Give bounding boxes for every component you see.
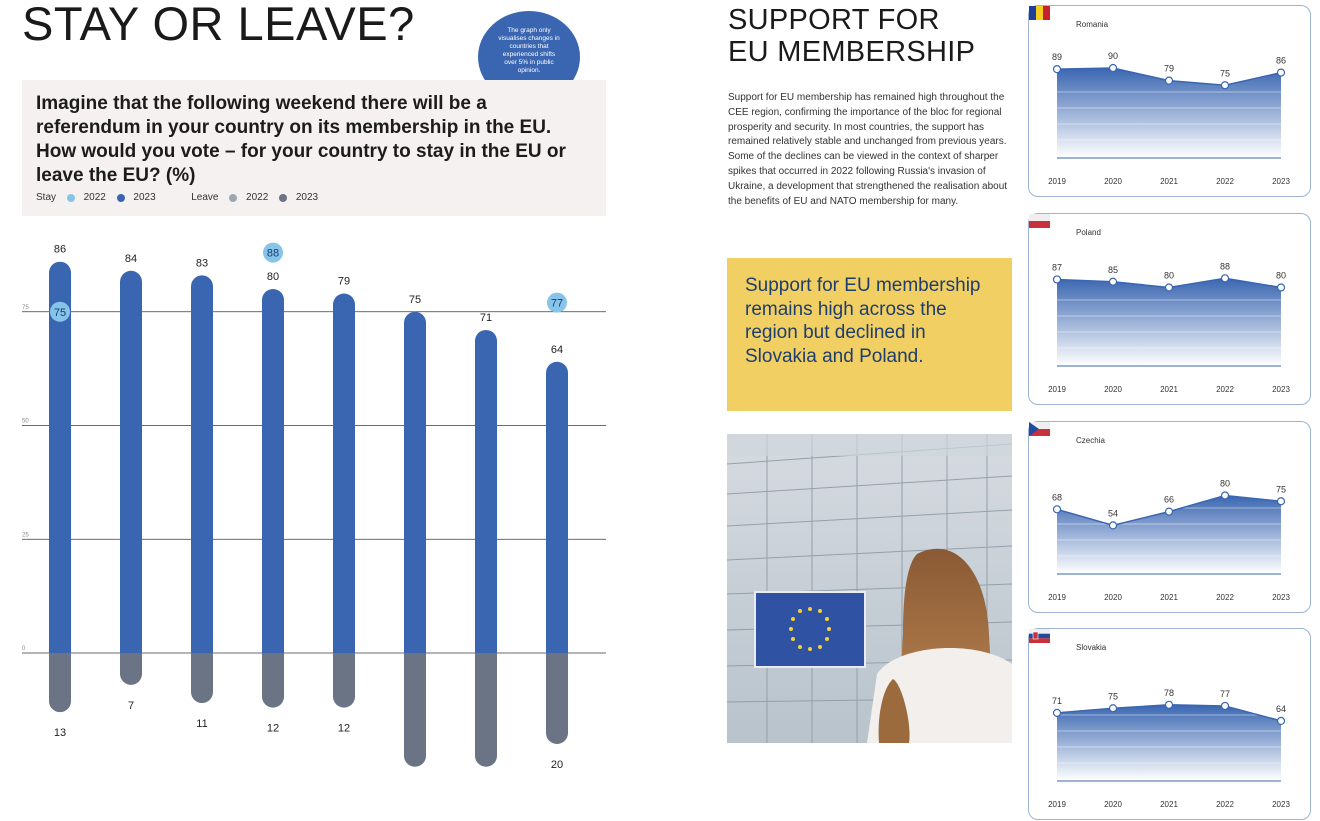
stay-bar-base [546,641,568,653]
country-name-czechia: Czechia [1076,436,1105,445]
y-tick-label: 25 [22,532,29,539]
stay-bar [546,362,568,653]
stay-2023-value-label: 84 [124,252,138,265]
section-title [728,4,975,68]
area-value-label: 80 [1219,478,1231,489]
building-photo [727,434,1012,743]
leave-2023-value-label: 11 [196,718,208,731]
section-title-line2: EU MEMBERSHIP [728,36,976,68]
area-value-label: 77 [1219,688,1231,699]
area-point [1222,702,1229,709]
area-point [1278,284,1285,291]
stay-bar [333,294,355,653]
country-name-romania: Romania [1076,20,1109,29]
section-title-line1: SUPPORT FOR [728,4,940,36]
area-value-label: 75 [1219,68,1231,79]
leave-2023-value-label: 12 [266,722,280,735]
area-point [1110,278,1117,285]
callout-box: Support for EU membership remains high across the region but declined in Slovakia and Poland. [727,258,1012,411]
area-point [1110,65,1117,72]
stay-bar-base [120,641,142,653]
stay-2022-value-label: 75 [53,306,67,319]
leave-bar-base [475,653,497,665]
stay-bar-base [49,641,71,653]
area-x-tick-label: 2019 [1048,593,1066,602]
stay-bar [120,271,142,653]
area-value-label: 79 [1163,63,1175,74]
stay-bar-base [404,641,426,653]
legend-leave-label: Leave [191,192,219,203]
area-value-label: 66 [1163,494,1175,505]
area-value-label: 87 [1051,262,1063,273]
area-value-label: 71 [1051,695,1063,706]
area-x-tick-label: 2020 [1104,385,1122,394]
area-point [1166,77,1173,84]
area-value-label: 90 [1107,51,1119,61]
area-point [1054,276,1061,283]
area-x-tick-label: 2022 [1216,593,1234,602]
area-point [1166,508,1173,515]
area-chart-poland [1029,214,1312,406]
area-fill [1057,496,1281,575]
stay-2023-value-label: 64 [550,343,564,356]
legend-swatch-stay-2022 [67,194,75,202]
body-paragraph: Support for EU membership has remained high throughout the CEE region, confirming the importance of the bloc for regional prosperity and security. In most countries, the support has remained relatively stable and unchanged from previous years. Some of the declines can be viewed in the context of sharper spikes that occurred in 2022 following Russia's invasion of Ukraine, a development that strengthened the realisation about the benefits of EU and NATO membership for many. [728,92,1008,207]
area-x-tick-label: 2023 [1272,177,1290,186]
area-point [1222,492,1229,499]
area-value-label: 75 [1107,691,1119,702]
area-point [1166,284,1173,291]
area-x-tick-label: 2022 [1216,800,1234,809]
area-x-tick-label: 2022 [1216,385,1234,394]
note-badge: The graph only visualises changes in countries that experienced shifts over 5% in public opinion. [478,11,580,103]
area-value-label: 64 [1275,703,1287,714]
leave-bar-base [333,653,355,665]
stay-2023-value-label: 75 [408,293,422,306]
country-card-romania [1028,5,1311,197]
stay-2022-value-label: 77 [550,297,564,310]
stay-bar [404,312,426,653]
stay-2023-value-label: 79 [337,275,351,288]
area-point [1110,705,1117,712]
page-title: STAY OR LEAVE? [22,0,415,50]
stay-2023-value-label: 80 [266,271,280,283]
area-point [1222,275,1229,282]
legend-swatch-leave-2022 [229,194,237,202]
area-chart-slovakia [1029,629,1312,821]
area-value-label: 86 [1275,55,1287,66]
area-point [1110,522,1117,529]
area-value-label: 54 [1107,508,1119,519]
y-tick-label: 75 [22,304,29,311]
country-card-poland [1028,213,1311,405]
area-x-tick-label: 2021 [1160,593,1178,602]
stay-bar [262,289,284,653]
stay-leave-bar-chart [0,225,620,771]
area-value-label: 80 [1163,270,1175,281]
stay-bar-base [475,641,497,653]
area-point [1054,506,1061,513]
country-name-poland: Poland [1076,228,1101,237]
area-x-tick-label: 2019 [1048,385,1066,394]
area-chart-czechia [1029,422,1312,614]
legend-stay-2022: 2022 [83,192,106,203]
stay-2023-value-label: 71 [479,311,493,324]
leave-2023-value-label: 20 [550,759,564,771]
stay-bar [475,330,497,653]
y-tick-label: 0 [22,646,26,652]
leave-bar [475,651,497,767]
area-value-label: 89 [1051,52,1063,63]
area-value-label: 75 [1275,484,1287,495]
area-x-tick-label: 2019 [1048,177,1066,186]
area-x-tick-label: 2020 [1104,177,1122,186]
leave-bar-base [191,653,213,665]
area-value-label: 80 [1275,270,1287,281]
y-tick-label: 50 [22,418,29,425]
area-value-label: 85 [1107,264,1119,275]
area-point [1222,82,1229,89]
leave-2023-value-label: 12 [337,722,351,735]
area-x-tick-label: 2020 [1104,800,1122,809]
legend-stay-2023: 2023 [133,192,156,203]
area-value-label: 68 [1051,492,1063,503]
area-x-tick-label: 2020 [1104,593,1122,602]
leave-2023-value-label: 7 [127,699,135,712]
area-chart-romania [1029,6,1312,198]
leave-bar-base [546,653,568,665]
stay-2022-value-label: 88 [266,247,280,260]
area-point [1278,498,1285,505]
country-card-czechia [1028,421,1311,613]
stay-2023-value-label: 83 [195,257,209,270]
area-value-label: 88 [1219,261,1231,272]
legend-swatch-leave-2023 [279,194,287,202]
stay-bar-base [191,641,213,653]
area-x-tick-label: 2021 [1160,177,1178,186]
leave-bar-base [120,653,142,665]
area-point [1166,701,1173,708]
leave-bar-base [404,653,426,665]
leave-bar [404,651,426,767]
area-point [1054,66,1061,73]
area-point [1278,69,1285,76]
legend-swatch-stay-2023 [117,194,125,202]
area-fill [1057,705,1281,781]
area-x-tick-label: 2019 [1048,800,1066,809]
stay-2023-value-label: 86 [53,243,67,256]
area-point [1054,709,1061,716]
legend-leave-2022: 2022 [246,192,269,203]
stay-bar [191,275,213,653]
area-x-tick-label: 2022 [1216,177,1234,186]
stay-bar-base [333,641,355,653]
chart-question: Imagine that the following weekend there will be a referendum in your country on its membership in the EU. How would you vote – for your country to stay in the EU or leave the EU? (%) [36,93,566,186]
area-x-tick-label: 2021 [1160,385,1178,394]
area-value-label: 78 [1163,687,1175,698]
legend-leave-2023: 2023 [295,192,319,203]
leave-bar-base [262,653,284,665]
leave-2023-value-label: 13 [53,727,67,740]
country-name-slovakia: Slovakia [1076,643,1107,652]
chart-legend [36,192,318,203]
leave-bar-base [49,653,71,665]
area-x-tick-label: 2021 [1160,800,1178,809]
legend-stay-label: Stay [36,192,57,203]
area-x-tick-label: 2023 [1272,385,1290,394]
area-point [1278,717,1285,724]
stay-bar-base [262,641,284,653]
country-card-slovakia [1028,628,1311,820]
area-x-tick-label: 2023 [1272,593,1290,602]
area-x-tick-label: 2023 [1272,800,1290,809]
